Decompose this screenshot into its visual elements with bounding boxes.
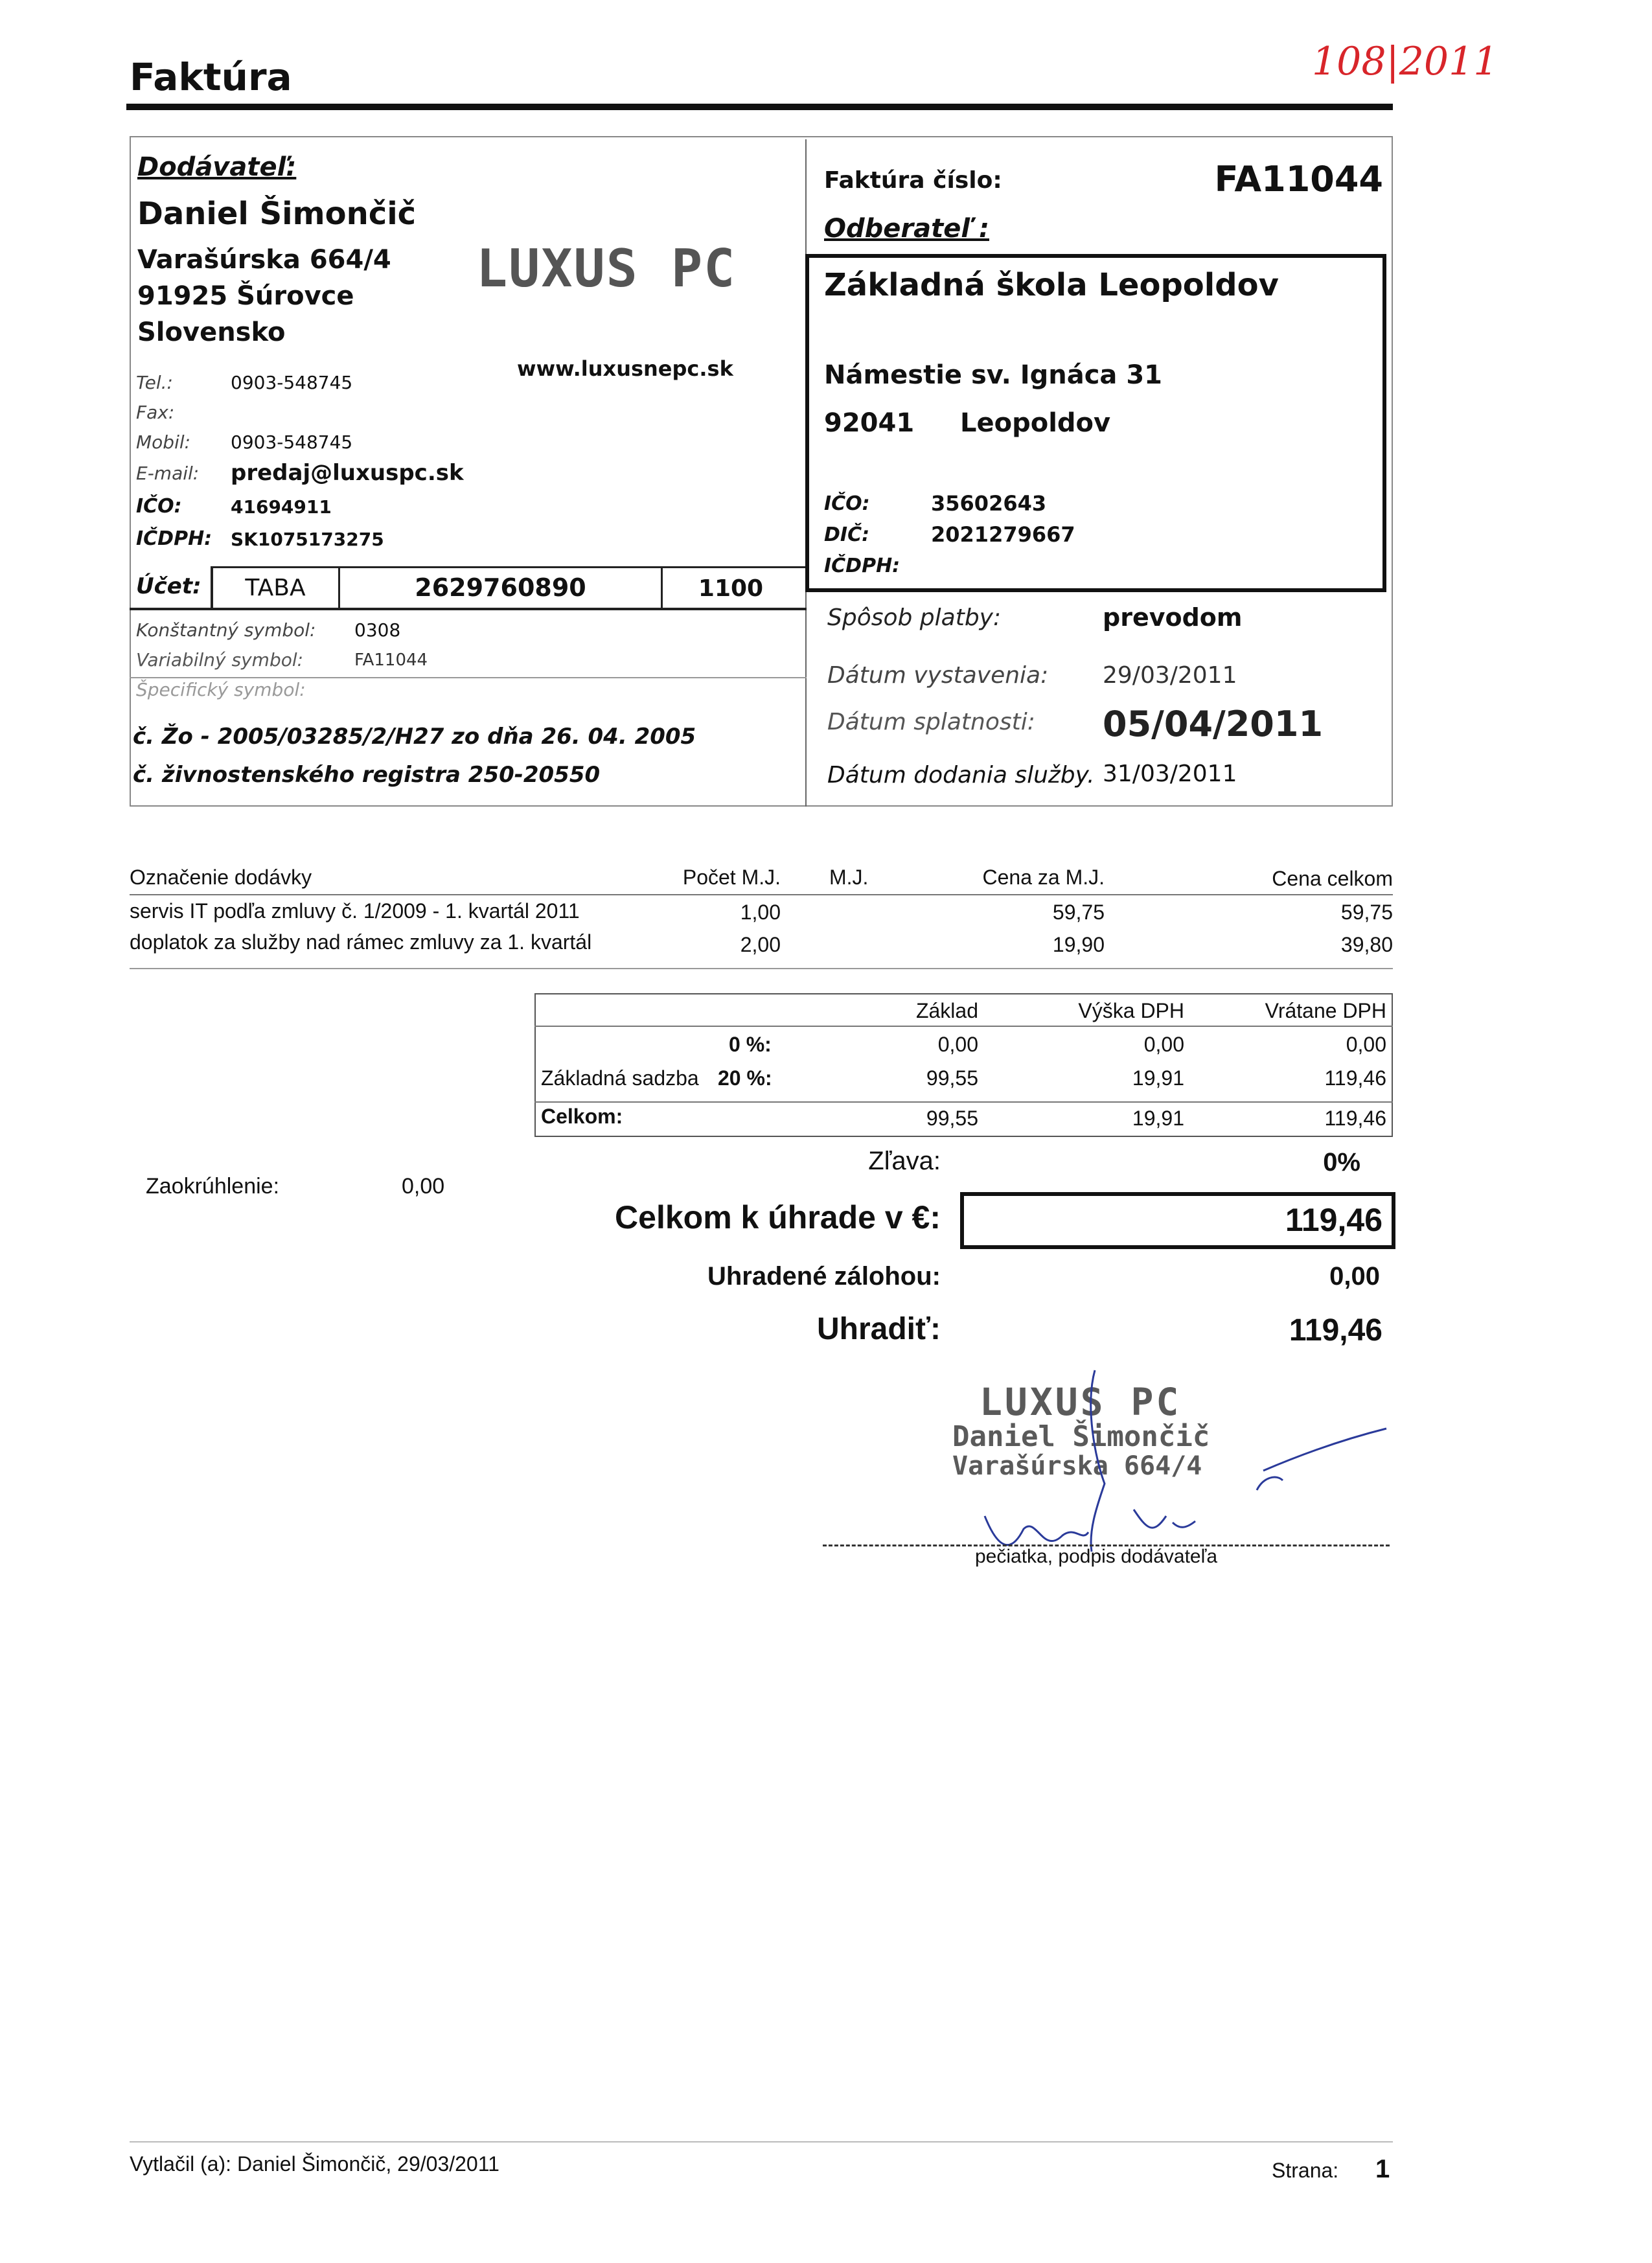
contact-label-mobil: Mobil: [136, 431, 191, 453]
supplier-city: 91925 Šúrovce [137, 281, 354, 311]
vat-rate-0: 0 %: [729, 1033, 772, 1056]
vat-total-total: 119,46 [1324, 1107, 1386, 1130]
page-label: Strana: [1272, 2159, 1339, 2182]
vat-total-vat: 19,91 [1132, 1107, 1184, 1130]
account-label: Účet: [136, 573, 201, 599]
vat-vat-0: 0,00 [1143, 1033, 1184, 1056]
vat-label-1: Základná sadzba [541, 1066, 699, 1090]
contact-label-email: E-mail: [136, 463, 200, 484]
stamp-line-3: Varašúrska 664/4 [952, 1451, 1202, 1481]
items-header-desc: Označenie dodávky [130, 866, 312, 889]
items-header-unit: M.J. [829, 866, 869, 889]
items-header-price: Cena za M.J. [982, 866, 1105, 889]
footer-rule [130, 2141, 1393, 2142]
title-rule [126, 104, 1393, 110]
vat-vat-1: 19,91 [1132, 1066, 1184, 1090]
page-number: 1 [1375, 2155, 1390, 2183]
item-qty: 2,00 [740, 933, 781, 956]
vat-total-1: 119,46 [1324, 1066, 1386, 1090]
symbols-rule [130, 677, 807, 678]
registry-line-1: č. Žo - 2005/03285/2/H27 zo dňa 26. 04. 2005 [133, 724, 696, 750]
pay-value: 119,46 [1289, 1313, 1382, 1348]
contact-value-mobil: 0903-548745 [231, 431, 353, 453]
invoice-number: FA11044 [1214, 159, 1383, 200]
symbol-label-variabilny: Variabilný symbol: [136, 649, 304, 671]
item-qty: 1,00 [740, 901, 781, 924]
due-date: 05/04/2011 [1103, 704, 1324, 744]
customer-ico-label: IČO: [824, 492, 870, 515]
item-price: 19,90 [1052, 933, 1105, 956]
vat-total-rule [534, 1101, 1393, 1103]
customer-heading: Odberateľ : [824, 214, 989, 244]
item-desc: doplatok za služby nad rámec zmluvy za 1. kvartál [130, 930, 592, 954]
account-sep-1 [211, 566, 213, 610]
customer-zip: 92041 [824, 408, 915, 438]
item-total: 39,80 [1340, 933, 1393, 956]
item-price: 59,75 [1052, 901, 1105, 924]
account-bottom-rule [130, 608, 807, 610]
items-header-rule [130, 894, 1393, 895]
account-number: 2629760890 [415, 573, 586, 602]
account-top-rule [211, 566, 807, 568]
discount-label: Zľava: [868, 1147, 941, 1175]
delivery-date: 31/03/2011 [1103, 761, 1237, 787]
registry-line-2: č. živnostenského registra 250-20550 [133, 762, 601, 788]
items-bottom-rule [130, 968, 1393, 969]
page-title: Faktúra [130, 55, 292, 99]
customer-dic-label: DIČ: [824, 523, 870, 546]
contact-label-ico: IČO: [136, 495, 182, 518]
items-header-qty: Počet M.J. [682, 866, 781, 889]
vat-base-1: 99,55 [926, 1066, 978, 1090]
rounding-label: Zaokrúhlenie: [146, 1174, 280, 1199]
supplier-country: Slovensko [137, 317, 286, 347]
items-header-total: Cena celkom [1272, 867, 1393, 890]
supplier-name: Daniel Šimončič [137, 196, 417, 232]
vat-header-total: Vrátane DPH [1265, 999, 1386, 1022]
contact-value-tel: 0903-548745 [231, 372, 353, 393]
item-total: 59,75 [1340, 901, 1393, 924]
vat-total-label: Celkom: [541, 1105, 623, 1128]
stamp-line-2: Daniel Šimončič [952, 1420, 1210, 1453]
due-date-label: Dátum splatnosti: [827, 709, 1035, 735]
supplier-logo: LUXUS PC [476, 238, 737, 299]
symbol-label-specificky: Špecifický symbol: [136, 679, 306, 700]
issue-date: 29/03/2011 [1103, 662, 1237, 689]
contact-label-fax: Fax: [136, 402, 175, 423]
vat-header-vat: Výška DPH [1078, 999, 1184, 1022]
supplier-website: www.luxusnepc.sk [517, 356, 733, 381]
rounding-value: 0,00 [402, 1174, 445, 1199]
issue-date-label: Dátum vystavenia: [827, 662, 1049, 689]
item-desc: servis IT podľa zmluvy č. 1/2009 - 1. kvartál 2011 [130, 899, 580, 923]
supplier-heading: Dodávateľ: [137, 152, 297, 182]
handwritten-reference: 108|2011 [1312, 39, 1498, 84]
delivery-date-label: Dátum dodania služby. [827, 762, 1095, 788]
vat-rate-1: 20 %: [718, 1066, 772, 1090]
vat-total-base: 99,55 [926, 1107, 978, 1130]
stamp-caption: pečiatka, podpis dodávateľa [975, 1546, 1218, 1567]
symbol-value-konstantny: 0308 [354, 619, 401, 641]
customer-name: Základná škola Leopoldov [824, 267, 1279, 303]
discount-value: 0% [1323, 1148, 1360, 1177]
customer-dic: 2021279667 [931, 522, 1075, 547]
vat-header-base: Základ [915, 999, 978, 1022]
account-code: 1100 [698, 575, 764, 602]
customer-ico: 35602643 [931, 491, 1047, 516]
total-due-value: 119,46 [1285, 1202, 1382, 1238]
payment-value: prevodom [1103, 603, 1243, 632]
vat-base-0: 0,00 [937, 1033, 978, 1056]
deposit-value: 0,00 [1329, 1262, 1380, 1291]
contact-label-icdph: IČDPH: [136, 527, 212, 550]
deposit-label: Uhradené zálohou: [707, 1262, 941, 1291]
total-due-label: Celkom k úhrade v €: [615, 1199, 941, 1235]
printed-by: Vytlačil (a): Daniel Šimončič, 29/03/2011 [130, 2152, 499, 2176]
vat-total-0: 0,00 [1346, 1033, 1386, 1056]
contact-label-tel: Tel.: [136, 372, 173, 393]
symbol-value-variabilny: FA11044 [354, 650, 428, 670]
stamp-line-1: LUXUS PC [980, 1380, 1182, 1424]
vat-header-rule [534, 1026, 1393, 1027]
account-bank: TABA [245, 575, 306, 601]
pay-label: Uhradiť: [817, 1312, 941, 1346]
contact-value-email: predaj@luxuspc.sk [231, 460, 464, 486]
payment-label: Spôsob platby: [827, 604, 1002, 631]
signature [972, 1367, 1393, 1561]
customer-city: Leopoldov [960, 408, 1111, 438]
symbol-label-konstantny: Konštantný symbol: [136, 619, 316, 641]
contact-value-ico: 41694911 [231, 496, 332, 518]
customer-icdph-label: IČDPH: [824, 555, 901, 577]
supplier-street: Varašúrska 664/4 [137, 245, 391, 275]
contact-value-icdph: SK1075173275 [231, 529, 384, 550]
customer-street: Námestie sv. Ignáca 31 [824, 360, 1162, 390]
invoice-number-label: Faktúra číslo: [824, 167, 1002, 194]
